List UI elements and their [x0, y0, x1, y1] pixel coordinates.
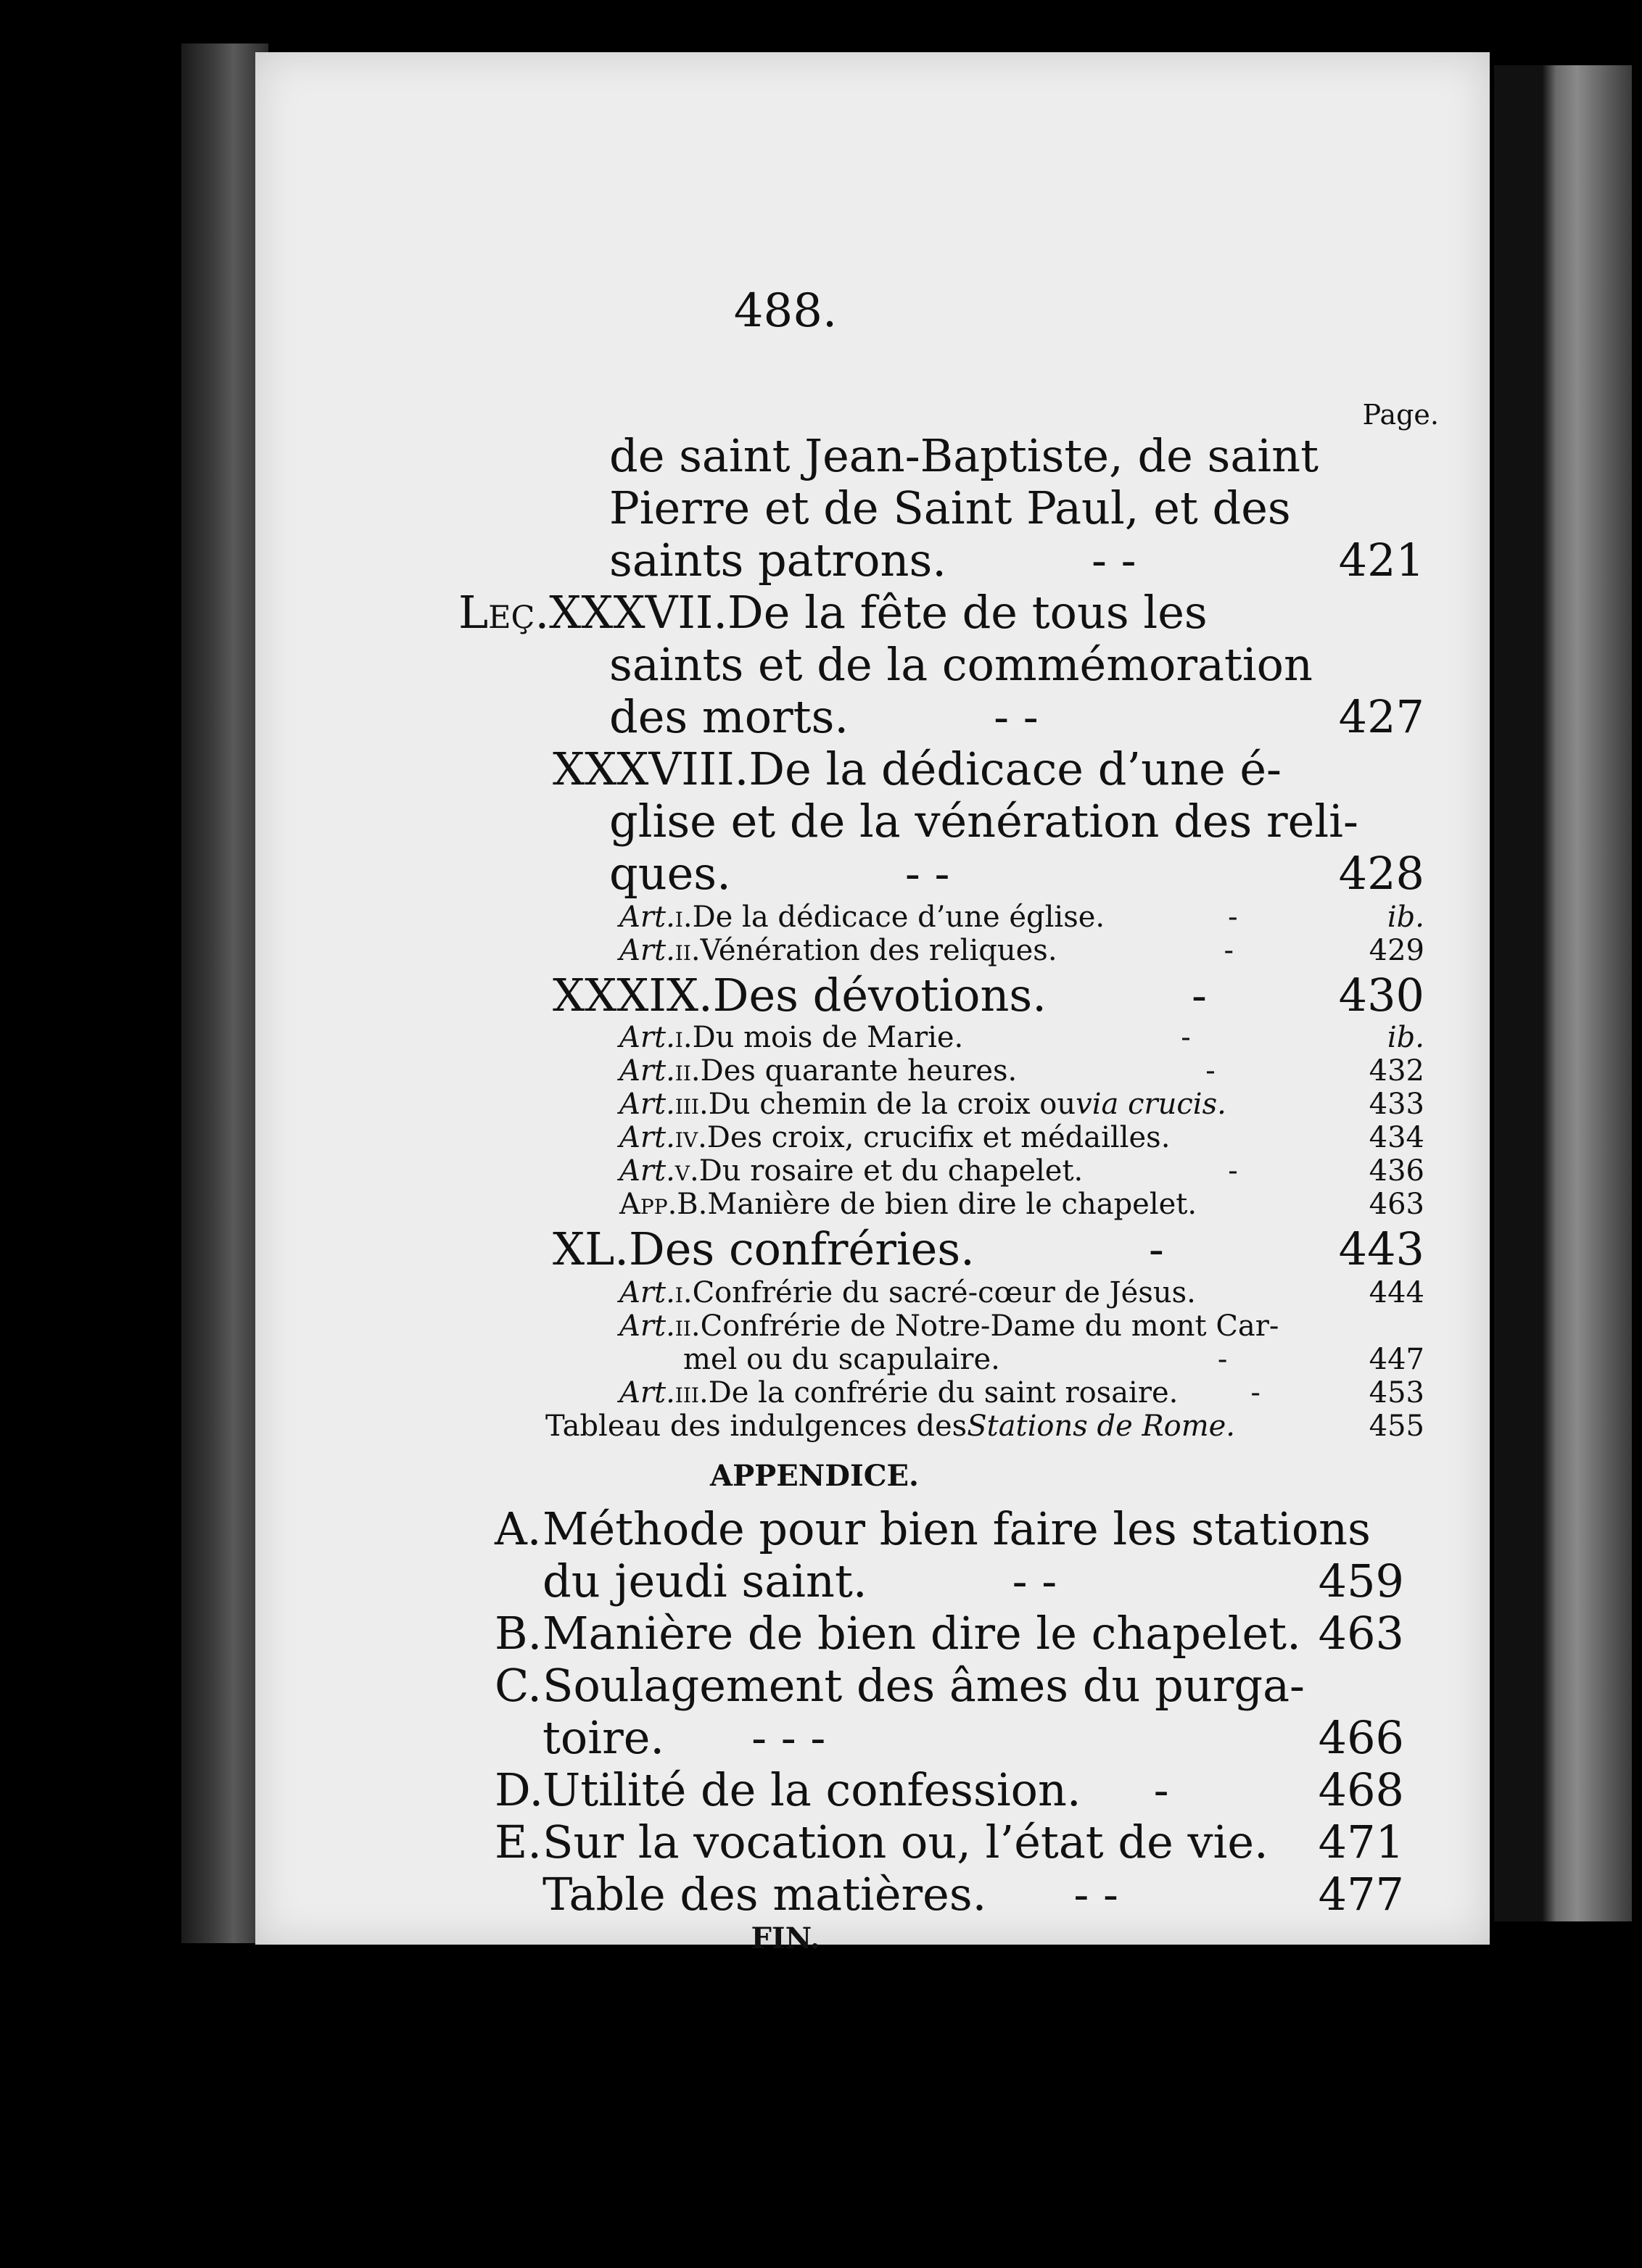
toc-page: 455 [1369, 1410, 1424, 1443]
toc-leader: - - [1073, 1868, 1118, 1921]
appendix-line [542, 1868, 1118, 1921]
appendix-text: Table des matières. [542, 1868, 987, 1921]
toc-page: 433 [1369, 1088, 1424, 1121]
toc-text: Du rosaire et du chapelet. [698, 1154, 1084, 1188]
toc-page: 427 [1338, 690, 1424, 743]
toc-line [609, 847, 949, 900]
toc-leader: - [1250, 1376, 1261, 1410]
toc-text: ques. [609, 847, 731, 900]
toc-text: Vénération des reliques. [700, 934, 1057, 967]
appendix-line [495, 1659, 1305, 1712]
toc-leader: - - [1012, 1555, 1057, 1607]
toc-leader: - [1224, 934, 1234, 967]
toc-page: 447 [1369, 1343, 1424, 1376]
toc-leader: - [1153, 1763, 1169, 1816]
toc-leader: - - [1091, 534, 1136, 587]
binding-right-edge [1494, 65, 1632, 1921]
appendix-text: Utilité de la confession. [542, 1763, 1081, 1816]
art-number: ii. [674, 1054, 701, 1088]
toc-leader: - [1228, 1154, 1238, 1188]
appendix-page: 459 [1318, 1555, 1404, 1607]
toc-line [609, 795, 1358, 848]
toc-text: Confrérie du sacré-cœur de Jésus. [692, 1276, 1196, 1309]
toc-text: des morts. [609, 690, 849, 743]
end-mark-line [168, 1921, 1403, 1955]
appendix-letter: C. [495, 1659, 542, 1712]
toc-sub-line [619, 1054, 1216, 1088]
toc-leader: - [1228, 901, 1238, 934]
toc-page: ib. [1387, 901, 1424, 934]
toc-leader: - [1205, 1054, 1216, 1088]
toc-page: 443 [1338, 1222, 1424, 1275]
toc-page: 444 [1369, 1276, 1424, 1309]
page-column-label: Page. [1362, 399, 1439, 431]
art-label: Art. [619, 1276, 675, 1309]
art-label: Art. [619, 901, 675, 934]
appendix-line [542, 1711, 825, 1764]
toc-text: Des quarante heures. [700, 1054, 1018, 1088]
art-number: i. [674, 901, 693, 934]
toc-page: 434 [1369, 1121, 1424, 1154]
appendix-letter: A. [495, 1502, 542, 1555]
toc-line [609, 690, 1039, 743]
toc-text: XL.Des confréries. [553, 1222, 975, 1275]
art-number: i. [674, 1021, 693, 1054]
art-label: Art. [619, 1121, 675, 1154]
toc-page: 453 [1369, 1376, 1424, 1410]
toc-sub-line [619, 1088, 1226, 1121]
toc-sub-line [619, 1276, 1196, 1309]
toc-line [609, 638, 1313, 691]
toc-text: saints et de la commémoration [609, 638, 1313, 691]
appendix-line [495, 1816, 1268, 1868]
art-label: Art. [619, 1154, 675, 1188]
toc-line [553, 742, 1282, 795]
toc-text: XXXVII.De la fête de tous les [549, 586, 1208, 639]
toc-text: Des croix, crucifix et médailles. [706, 1121, 1171, 1154]
toc-page: 430 [1338, 969, 1424, 1022]
toc-leader: - - [904, 847, 950, 900]
toc-leader: - [1191, 969, 1207, 1022]
toc-line [458, 586, 1208, 639]
appendix-line [495, 1502, 1371, 1555]
toc-text: XXXIX.Des dévotions. [553, 969, 1047, 1022]
toc-text: De la confrérie du saint rosaire. [708, 1376, 1179, 1410]
art-number: ii. [674, 1309, 701, 1343]
appendix-title: APPENDICE. [710, 1459, 919, 1493]
toc-sub-line [619, 1121, 1170, 1154]
toc-leader: - - [994, 690, 1039, 743]
appendix-text: Méthode pour bien faire les stations [542, 1502, 1371, 1555]
toc-text: Confrérie de Notre-Dame du mont Car- [700, 1309, 1279, 1343]
toc-sub-line [619, 901, 1238, 934]
appendix-text: du jeudi saint. [542, 1555, 867, 1607]
end-mark: FIN. [751, 1921, 820, 1955]
toc-sub-line [619, 1021, 1191, 1054]
toc-sub-line [619, 1309, 1279, 1343]
art-number: i. [674, 1276, 693, 1309]
toc-italic-text: Stations de Rome. [967, 1410, 1236, 1443]
appendix-letter: E. [495, 1816, 542, 1868]
appendix-page: 468 [1318, 1763, 1404, 1816]
appendix-text: Manière de bien dire le chapelet. [542, 1607, 1301, 1660]
toc-text: Du chemin de la croix ou [708, 1088, 1076, 1121]
book-page [255, 52, 1490, 1955]
art-label: Art. [619, 1376, 675, 1410]
art-label: Art. [619, 934, 675, 967]
page-number: 488. [733, 284, 838, 338]
toc-text: De la dédicace d’une église. [692, 901, 1105, 934]
appendix-letter: B. [495, 1607, 542, 1660]
toc-text: mel ou du scapulaire. [683, 1343, 1000, 1376]
app-label: App. [619, 1188, 677, 1221]
toc-page: 436 [1369, 1154, 1424, 1188]
toc-italic-text: via crucis. [1076, 1088, 1226, 1121]
toc-line [553, 1222, 1164, 1275]
art-number: iv. [674, 1121, 707, 1154]
toc-text: Du mois de Marie. [692, 1021, 964, 1054]
toc-page: 428 [1338, 847, 1424, 900]
toc-text: Manière de bien dire le chapelet. [707, 1188, 1197, 1221]
appendix-page: 477 [1318, 1868, 1404, 1921]
toc-page: 429 [1369, 934, 1424, 967]
art-label: Art. [619, 1309, 675, 1343]
toc-leader: - [1181, 1021, 1191, 1054]
toc-leader: - [1148, 1222, 1164, 1275]
appendix-line [495, 1607, 1301, 1660]
toc-page: 432 [1369, 1054, 1424, 1088]
appendix-line [495, 1763, 1169, 1816]
toc-text: saints patrons. [609, 534, 946, 587]
art-label: Art. [619, 1021, 675, 1054]
toc-line [553, 969, 1207, 1022]
toc-sub-line [683, 1343, 1227, 1376]
appendix-line [542, 1555, 1057, 1607]
appendix-page: 466 [1318, 1711, 1404, 1764]
toc-sub-line [619, 1376, 1261, 1410]
lesson-prefix: Leç. [458, 586, 550, 639]
appendix-text: toire. [542, 1711, 665, 1764]
appendix-text: Sur la vocation ou, l’état de vie. [542, 1816, 1268, 1868]
toc-sub-line [545, 1410, 1235, 1443]
appendix-page: 471 [1318, 1816, 1404, 1868]
appendix-page: 463 [1318, 1607, 1404, 1660]
toc-line [609, 429, 1319, 482]
toc-leader: - [1217, 1343, 1228, 1376]
appendix-text: Soulagement des âmes du purga- [542, 1659, 1305, 1712]
art-number: iii. [674, 1088, 709, 1121]
art-number: iii. [674, 1376, 709, 1410]
toc-line [609, 534, 1436, 587]
art-number: v. [674, 1154, 699, 1188]
art-number: ii. [674, 934, 701, 967]
toc-page: 463 [1369, 1188, 1424, 1221]
toc-line [609, 481, 1291, 534]
table-of-contents [255, 52, 1490, 1955]
toc-text: Pierre et de Saint Paul, et des [609, 481, 1291, 534]
art-label: Art. [619, 1054, 675, 1088]
toc-text: de saint Jean-Baptiste, de saint [609, 429, 1319, 482]
toc-page: 421 [1338, 534, 1424, 587]
toc-sub-line [619, 1154, 1238, 1188]
appendix-letter: D. [495, 1763, 544, 1816]
art-label: Art. [619, 1088, 675, 1121]
toc-text: glise et de la vénération des reli- [609, 795, 1358, 848]
toc-page: ib. [1387, 1021, 1424, 1054]
toc-sub-line [619, 934, 1234, 967]
app-letter: B. [677, 1188, 708, 1221]
toc-text: Tableau des indulgences des [545, 1410, 968, 1443]
toc-leader: - - - [751, 1711, 826, 1764]
appendix-heading [197, 1459, 1432, 1493]
toc-text: XXXVIII.De la dédicace d’une é- [553, 742, 1282, 795]
toc-sub-line [619, 1188, 1197, 1221]
